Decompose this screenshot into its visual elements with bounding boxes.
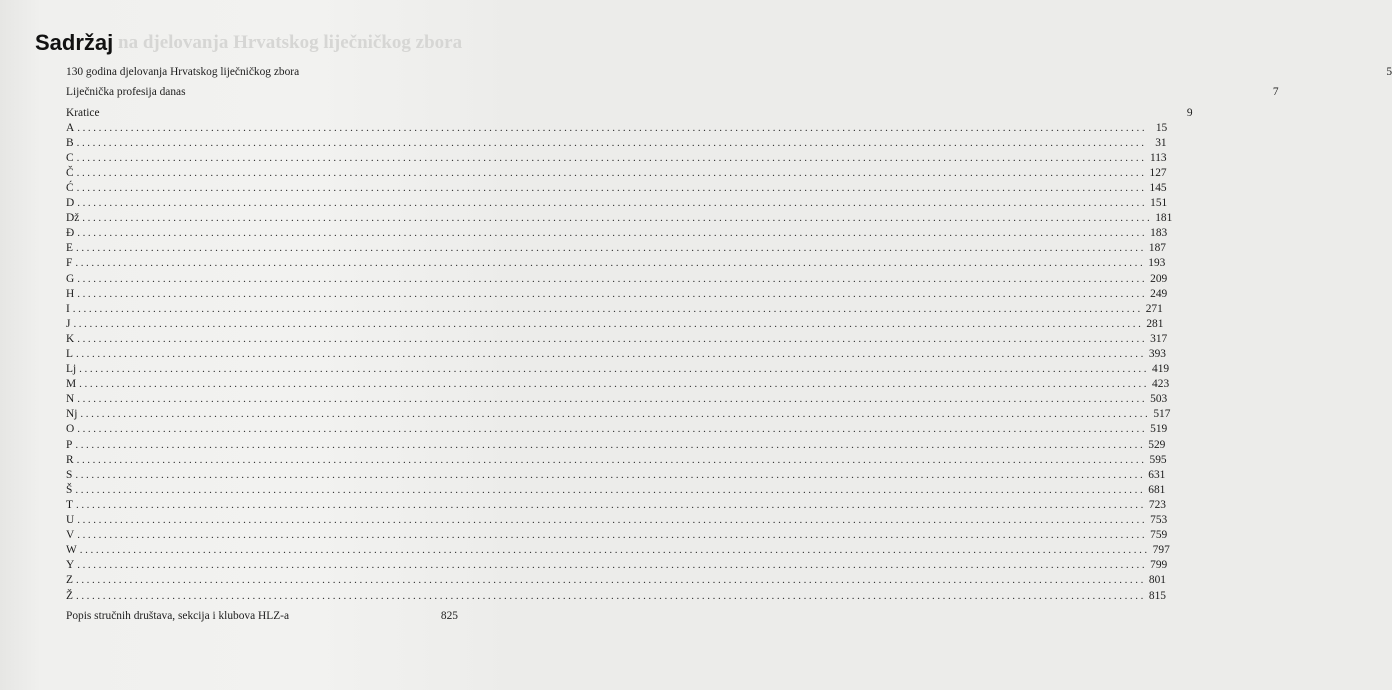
toc-entry-page: 193 xyxy=(1148,257,1166,270)
toc-leader: ........................................................................................................................................................................................................ xyxy=(75,483,1146,496)
toc-leader: ........................................................................................................................................................................................................ xyxy=(75,242,1146,255)
toc-entry-page: 145 xyxy=(1149,181,1167,194)
toc-entry xyxy=(66,225,1168,240)
intro-entries xyxy=(66,58,1392,120)
toc-entry-page: 825 xyxy=(440,609,458,622)
toc-entry-label: G xyxy=(66,272,75,285)
toc-entry xyxy=(66,99,1193,120)
toc-entry xyxy=(66,240,1166,255)
toc-entry-page: 681 xyxy=(1148,483,1166,496)
toc-entry-page: 271 xyxy=(1145,302,1163,315)
toc-leader: ........................................................................................................................................................................................................ xyxy=(77,227,1148,240)
toc-entry-page: 127 xyxy=(1149,166,1167,179)
toc-entry-label: A xyxy=(66,121,75,134)
toc-entry-label: Nj xyxy=(66,408,78,421)
toc-leader: ........................................................................................................................................................................................................ xyxy=(77,423,1148,436)
toc-entry xyxy=(66,406,1171,421)
toc-leader: ........................................................................................................................................................................................................ xyxy=(76,166,1147,179)
toc-entry-label: J xyxy=(66,317,71,330)
toc-entry xyxy=(66,512,1168,527)
toc-entry-page: 517 xyxy=(1153,408,1171,421)
toc-entry-label: Y xyxy=(66,559,75,572)
toc-entry-page: 183 xyxy=(1150,227,1168,240)
toc-entry xyxy=(66,286,1168,301)
toc-entry-label: W xyxy=(66,544,77,557)
toc-leader: ........................................................................................................................................................................................................ xyxy=(77,529,1148,542)
toc-entry-label: I xyxy=(66,302,70,315)
toc-leader: ........................................................................................................................................................................................................ xyxy=(80,408,1151,421)
toc-leader: ........................................................................................................................................................................................................ xyxy=(75,257,1146,270)
toc-entry-page: 7 xyxy=(1272,86,1279,98)
toc-entry xyxy=(66,482,1166,497)
toc-entry xyxy=(66,58,1392,79)
toc-entry-page: 519 xyxy=(1150,423,1168,436)
toc-entry xyxy=(66,542,1170,557)
toc-leader: ........................................................................................................................................................................................................ xyxy=(77,514,1148,527)
toc-entry-page: 281 xyxy=(1146,317,1164,330)
toc-entry-label: Z xyxy=(66,574,73,587)
toc-leader: ........................................................................................................................................................................................................ xyxy=(77,272,1148,285)
toc-entry-label: Popis stručnih društava, sekcija i klubova HLZ-a xyxy=(66,609,290,622)
toc-entry-label: N xyxy=(66,393,75,406)
toc-entry-page: 723 xyxy=(1148,498,1166,511)
toc-entry xyxy=(66,301,1163,316)
toc-entry-label: V xyxy=(66,529,75,542)
toc-leader: ........................................................................................................................................................................................................ xyxy=(75,589,1146,602)
toc-entry xyxy=(66,557,1168,572)
page-title: Sadržaj xyxy=(35,30,114,55)
toc-entry-label: Ć xyxy=(66,181,74,194)
toc-entry xyxy=(66,195,1168,210)
toc-entry-page: 419 xyxy=(1152,363,1170,376)
toc-entry-label: Š xyxy=(66,483,73,496)
toc-leader: ........................................................................................................................................................................................................ xyxy=(77,197,1148,210)
toc-leader: ........................................................................................................................................................................................................ xyxy=(82,212,1153,225)
toc-entry xyxy=(66,210,1173,225)
toc-entry-label: Lj xyxy=(66,363,77,376)
toc-leader: ........................................................................................................................................................................................................ xyxy=(79,544,1150,557)
toc-leader: ........................................................................................................................................................................................................ xyxy=(76,181,1147,194)
toc-leader: ........................................................................................................................................................................................................ xyxy=(75,574,1146,587)
toc-entry xyxy=(66,316,1164,331)
toc-leader: ........................................................................................................................................................................................................ xyxy=(75,468,1146,481)
toc-entry-label: S xyxy=(66,468,73,481)
table-of-contents xyxy=(66,58,1392,623)
letter-entries xyxy=(66,120,1173,603)
toc-entry-page: 31 xyxy=(1155,136,1167,149)
toc-entry-label: U xyxy=(66,514,75,527)
toc-leader: ........................................................................................................................................................................................................ xyxy=(77,121,1148,134)
toc-entry-page: 209 xyxy=(1150,272,1168,285)
toc-entry xyxy=(66,255,1166,270)
toc-leader: ........................................................................................................................................................................................................ xyxy=(77,559,1148,572)
toc-entry-page: 797 xyxy=(1152,544,1170,557)
toc-entry xyxy=(66,270,1168,285)
toc-entry xyxy=(66,361,1170,376)
toc-entry xyxy=(66,180,1167,195)
toc-entry xyxy=(66,587,1166,602)
toc-entry xyxy=(66,79,1279,100)
toc-entry xyxy=(66,467,1166,482)
toc-entry-page: 529 xyxy=(1148,438,1166,451)
toc-entry-label: P xyxy=(66,438,73,451)
toc-entry-label: M xyxy=(66,378,77,391)
bleed-through-text: na djelovanja Hrvatskog liječničkog zbora xyxy=(118,32,463,53)
toc-leader: ........................................................................................................................................................................................................ xyxy=(73,317,1144,330)
toc-entry-page: 759 xyxy=(1150,529,1168,542)
toc-entry-label: L xyxy=(66,348,73,360)
toc-leader: ........................................................................................................................................................................................................ xyxy=(75,348,1146,360)
toc-entry-page: 801 xyxy=(1148,574,1166,587)
toc-entry xyxy=(66,331,1168,346)
toc-entry-closing xyxy=(66,608,458,623)
toc-entry-page: 151 xyxy=(1150,197,1168,210)
toc-entry xyxy=(66,391,1168,406)
toc-entry-label: T xyxy=(66,498,73,511)
toc-entry xyxy=(66,346,1166,361)
toc-entry-page: 393 xyxy=(1148,348,1166,360)
toc-leader: ........................................................................................................................................................................................................ xyxy=(72,302,1143,315)
toc-entry-page: 181 xyxy=(1155,212,1173,225)
toc-entry-page: 249 xyxy=(1150,287,1168,300)
toc-entry-label: O xyxy=(66,423,75,436)
toc-leader: ........................................................................................................................................................................................................ xyxy=(79,378,1150,391)
toc-entry-page: 317 xyxy=(1150,332,1168,345)
toc-entry-page: 753 xyxy=(1150,514,1168,527)
toc-entry xyxy=(66,150,1167,165)
toc-entry xyxy=(66,527,1168,542)
toc-entry-page: 815 xyxy=(1148,589,1166,602)
toc-entry-page: 113 xyxy=(1149,151,1167,164)
toc-leader: ........................................................................................................................................................................................................ xyxy=(77,393,1148,406)
toc-entry-label: 130 godina djelovanja Hrvatskog liječničkog zbora xyxy=(66,65,300,78)
toc-entry xyxy=(66,572,1166,587)
toc-entry xyxy=(66,376,1170,391)
toc-leader: ........................................................................................................................................................................................................ xyxy=(75,498,1146,511)
toc-leader: ........................................................................................................................................................................................................ xyxy=(77,287,1148,300)
toc-entry xyxy=(66,135,1167,150)
toc-entry-label: Liječnička profesija danas xyxy=(66,86,186,98)
toc-entry xyxy=(66,120,1168,135)
toc-entry-label: F xyxy=(66,257,73,270)
toc-leader: ........................................................................................................................................................................................................ xyxy=(79,363,1150,376)
toc-entry-page: 5 xyxy=(1386,65,1392,78)
toc-leader: ........................................................................................................................................................................................................ xyxy=(76,136,1147,149)
toc-entry-page: 15 xyxy=(1155,121,1168,134)
toc-entry xyxy=(66,436,1166,451)
toc-leader: ........................................................................................................................................................................................................ xyxy=(77,332,1148,345)
toc-entry-label: Kratice xyxy=(66,106,100,119)
toc-entry-label: C xyxy=(66,151,74,164)
toc-entry-page: 187 xyxy=(1148,242,1166,255)
toc-leader: ........................................................................................................................................................................................................ xyxy=(76,151,1147,164)
toc-entry-label: D xyxy=(66,197,75,210)
toc-entry-label: Ž xyxy=(66,589,73,602)
toc-entry xyxy=(66,421,1168,436)
toc-entry-page: 503 xyxy=(1150,393,1168,406)
toc-entry-label: B xyxy=(66,136,74,149)
toc-entry-page: 799 xyxy=(1150,559,1168,572)
toc-entry-label: Č xyxy=(66,166,74,179)
toc-entry-page: 423 xyxy=(1152,378,1170,391)
toc-entry-page: 631 xyxy=(1148,468,1166,481)
toc-entry-label: H xyxy=(66,287,75,300)
toc-entry xyxy=(66,165,1167,180)
toc-entry-page: 595 xyxy=(1149,453,1167,466)
toc-entry-label: E xyxy=(66,242,73,255)
toc-entry-label: R xyxy=(66,453,74,466)
toc-entry-label: K xyxy=(66,332,75,345)
toc-leader: ........................................................................................................................................................................................................ xyxy=(75,438,1146,451)
toc-entry xyxy=(66,452,1167,467)
toc-entry-label: Dž xyxy=(66,212,80,225)
toc-entry-page: 9 xyxy=(1186,106,1193,119)
toc-entry-label: Đ xyxy=(66,227,75,240)
toc-leader: ........................................................................................................................................................................................................ xyxy=(76,453,1147,466)
toc-entry xyxy=(66,497,1166,512)
